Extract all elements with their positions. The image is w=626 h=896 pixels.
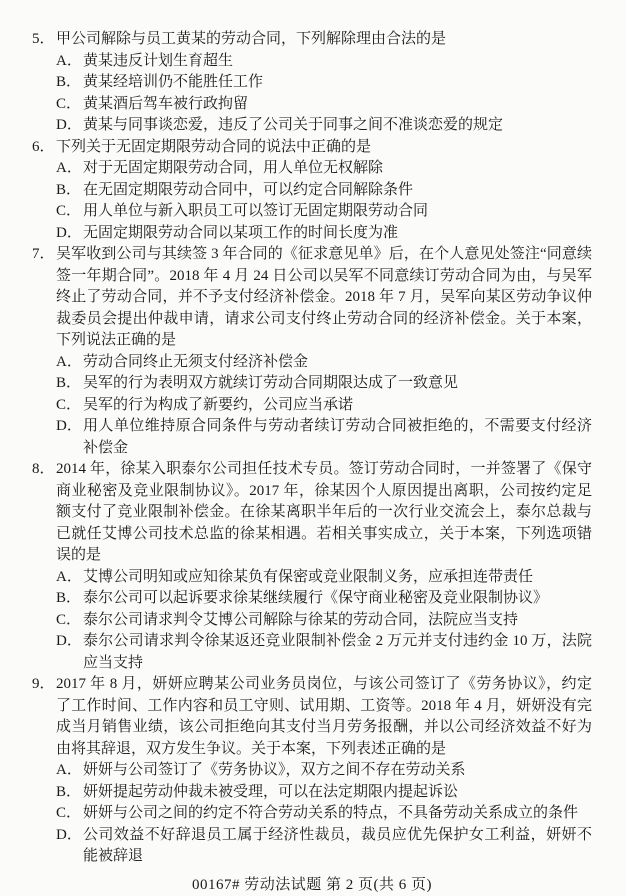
option-a-text: 劳动合同终止无须支付经济补偿金 [83,352,592,374]
question-8-number: 8． [32,459,56,567]
option-a-label: A． [56,158,83,180]
option-c-label: C． [56,395,83,417]
question-8-option-d [32,631,592,674]
option-a-label: A． [56,760,83,782]
option-a-text: 妍妍与公司签订了《劳务协议》，双方之间不存在劳动关系 [83,760,592,782]
option-c-label: C． [56,201,83,223]
question-8-option-c [32,610,592,632]
question-8 [32,459,592,674]
option-d-text: 无固定期限劳动合同以某项工作的时间长度为准 [83,223,592,245]
question-7-stem: 吴军收到公司与其续签 3 年合同的《征求意见单》后，在个人意见处签注“同意续签一年期合同”。2018 年 4 月 24 日公司以吴军不同意续订劳动合同为由，与吴军终止了劳动合同，并不予支付经济补偿金。2018 年 7 月，吴军向某区劳动争议仲裁委员会提出仲裁申请，请求公司支付终止劳动合同的经济补偿金。关于本案，下列说法正确的是 [56,244,592,352]
option-b-label: B． [56,180,83,202]
question-9-option-b [32,782,592,804]
option-d-text: 公司效益不好辞退员工属于经济性裁员，裁员应优先保护女工利益，妍妍不能被辞退 [83,825,592,868]
option-a-label: A． [56,51,83,73]
option-a-text: 艾博公司明知或应知徐某负有保密或竞业限制义务，应承担连带责任 [83,567,592,589]
option-d-text: 黄某与同事谈恋爱，违反了公司关于同事之间不准谈恋爱的规定 [83,115,592,137]
question-6-option-b [32,180,592,202]
question-9 [32,674,592,868]
option-a-label: A． [56,567,83,589]
question-9-option-a [32,760,592,782]
question-7-option-a [32,352,592,374]
question-5-option-b [32,72,592,94]
question-6-option-d [32,223,592,245]
option-a-text: 对于无固定期限劳动合同，用人单位无权解除 [83,158,592,180]
option-c-label: C． [56,94,83,116]
option-c-label: C． [56,803,83,825]
option-b-label: B． [56,373,83,395]
option-c-text: 黄某酒后驾车被行政拘留 [83,94,592,116]
question-9-option-c [32,803,592,825]
option-b-text: 黄某经培训仍不能胜任工作 [83,72,592,94]
option-c-text: 用人单位与新入职员工可以签订无固定期限劳动合同 [83,201,592,223]
question-5 [32,29,592,137]
option-d-text: 泰尔公司请求判令徐某返还竞业限制补偿金 2 万元并支付违约金 10 万，法院应当支持 [83,631,592,674]
option-d-label: D． [56,631,83,674]
question-6-number: 6． [32,137,56,159]
option-d-label: D． [56,825,83,868]
question-6-option-c [32,201,592,223]
option-b-text: 泰尔公司可以起诉要求徐某继续履行《保守商业秘密及竞业限制协议》 [83,588,592,610]
option-d-label: D． [56,416,83,459]
question-6-option-a [32,158,592,180]
option-a-label: A． [56,352,83,374]
question-7 [32,244,592,459]
option-b-label: B． [56,588,83,610]
question-6-stem: 下列关于无固定期限劳动合同的说法中正确的是 [56,137,592,159]
option-b-label: B． [56,782,83,804]
option-c-label: C． [56,610,83,632]
option-b-text: 妍妍提起劳动仲裁未被受理，可以在法定期限内提起诉讼 [83,782,592,804]
option-d-text: 用人单位维持原合同条件与劳动者续订劳动合同被拒绝的，不需要支付经济补偿金 [83,416,592,459]
option-b-text: 吴军的行为表明双方就续订劳动合同期限达成了一致意见 [83,373,592,395]
question-9-stem: 2017 年 8 月，妍妍应聘某公司业务员岗位，与该公司签订了《劳务协议》，约定了工作时间、工作内容和员工守则、试用期、工资等。2018 年 4 月，妍妍没有完成当月销售业绩，该公司拒绝向其支付当月劳务报酬，并以公司经济效益不好为由将其辞退，双方发生争议。关于本案，下列表述正确的是 [56,674,592,760]
option-d-label: D． [56,223,83,245]
option-d-label: D． [56,115,83,137]
question-5-option-d [32,115,592,137]
question-8-option-a [32,567,592,589]
option-c-text: 泰尔公司请求判令艾博公司解除与徐某的劳动合同，法院应当支持 [83,610,592,632]
question-7-number: 7． [32,244,56,352]
option-c-text: 妍妍与公司之间的约定不符合劳动关系的特点，不具备劳动关系成立的条件 [83,803,592,825]
option-c-text: 吴军的行为构成了新要约，公司应当承诺 [83,395,592,417]
question-8-option-b [32,588,592,610]
question-6 [32,137,592,245]
option-a-text: 黄某违反计划生育超生 [83,51,592,73]
option-b-text: 在无固定期限劳动合同中，可以约定合同解除条件 [83,180,592,202]
page-footer: 00167# 劳动法试题 第 2 页(共 6 页) [32,875,592,896]
question-5-stem: 甲公司解除与员工黄某的劳动合同，下列解除理由合法的是 [56,29,592,51]
question-7-option-b [32,373,592,395]
question-5-number: 5． [32,29,56,51]
option-b-label: B． [56,72,83,94]
question-9-number: 9． [32,674,56,760]
question-5-option-c [32,94,592,116]
question-7-option-c [32,395,592,417]
question-8-stem: 2014 年，徐某入职泰尔公司担任技术专员。签订劳动合同时，一并签署了《保守商业秘密及竞业限制协议》。2017 年，徐某因个人原因提出离职，公司按约定足额支付了竞业限制补偿金。在徐某离职半年后的一次行业交流会上，泰尔总裁与已就任艾博公司技术总监的徐某相遇。若相关事实成立，关于本案，下列选项错误的是 [56,459,592,567]
question-7-option-d [32,416,592,459]
question-5-option-a [32,51,592,73]
question-9-option-d [32,825,592,868]
